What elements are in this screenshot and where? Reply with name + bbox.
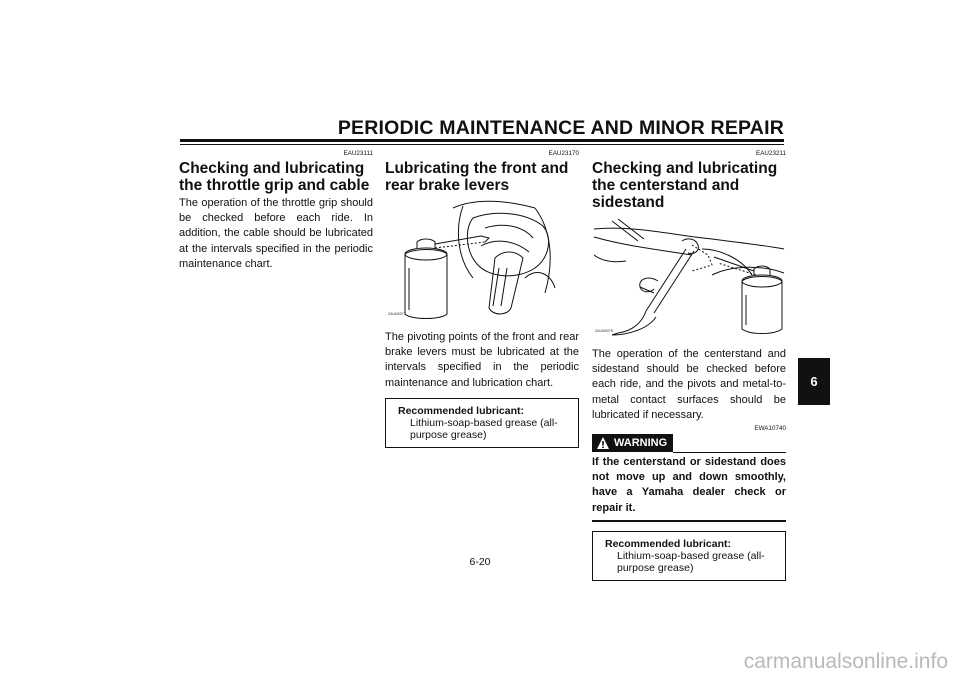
warning-code: EWA10740 bbox=[754, 425, 786, 433]
warning-badge bbox=[592, 434, 673, 452]
warning-header bbox=[592, 433, 786, 453]
lubricant-value: Lithium-soap-based grease (all-purpose grease) bbox=[410, 416, 558, 441]
section-code: EAU23170 bbox=[548, 150, 579, 157]
warning-label: WARNING bbox=[614, 437, 668, 450]
watermark: carmanualsonline.info bbox=[743, 650, 948, 673]
page-number: 6-20 bbox=[469, 556, 491, 568]
section-stands bbox=[592, 150, 786, 581]
recommended-lubricant-box bbox=[385, 398, 579, 448]
figure-label: ZAUM0078 bbox=[595, 329, 613, 333]
brake-lever-drawing bbox=[385, 198, 579, 324]
chapter-tab: 6 bbox=[798, 358, 830, 405]
warning-rule bbox=[673, 434, 786, 453]
lubricant-value: Lithium-soap-based grease (all-purpose grease) bbox=[617, 549, 765, 574]
warning-triangle-icon bbox=[596, 436, 610, 450]
sidestand-illustration bbox=[592, 215, 786, 341]
lubricant-title: Recommended lubricant: bbox=[398, 404, 525, 417]
section-body: The pivoting points of the front and rear brake levers must be lubricated at the intervals specified in the periodic maintenance and lubrication chart. bbox=[385, 331, 579, 389]
section-body: The operation of the throttle grip should be checked before each ride. In addition, the cable should be lubricated at the intervals specified in the periodic maintenance chart. bbox=[179, 197, 373, 270]
section-brake-levers bbox=[385, 150, 579, 448]
section-heading: Checking and lubricating the throttle grip and cable bbox=[179, 160, 370, 194]
warning-text: If the centerstand or sidestand does not move up and down smoothly, have a Yamaha dealer check or repair it. bbox=[592, 455, 786, 522]
brake-lever-illustration bbox=[385, 198, 579, 324]
lubricant-title: Recommended lubricant: bbox=[605, 537, 732, 550]
figure-label: ZAUM0077 bbox=[388, 312, 406, 316]
recommended-lubricant-box bbox=[592, 531, 786, 581]
section-heading: Checking and lubricating the centerstand and sidestand bbox=[592, 160, 778, 211]
header-rule-thin bbox=[180, 144, 784, 145]
section-body: The operation of the centerstand and sidestand should be checked before each ride, and the pivots and metal-to-metal contact surfaces should be lubricated if necessary. bbox=[592, 348, 786, 421]
section-throttle bbox=[179, 150, 373, 272]
header-rule bbox=[180, 139, 784, 142]
sidestand-drawing bbox=[592, 215, 786, 341]
section-code: EAU23211 bbox=[756, 150, 786, 157]
page-header-title: PERIODIC MAINTENANCE AND MINOR REPAIR bbox=[337, 117, 784, 139]
section-heading: Lubricating the front and rear brake levers bbox=[385, 160, 569, 194]
section-code: EAU23111 bbox=[343, 150, 373, 157]
